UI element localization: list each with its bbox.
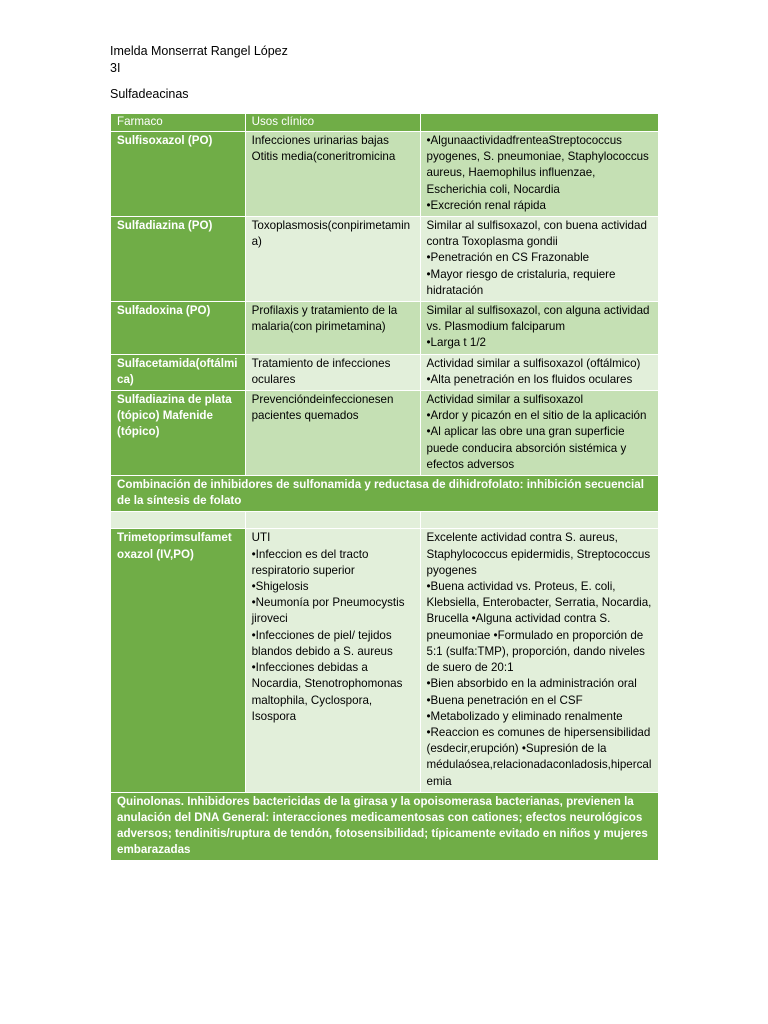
drug-name: Sulfadiazina (PO) bbox=[111, 217, 246, 302]
use-line: •Infecciones de piel/ tejidos blandos debido a S. aureus bbox=[251, 628, 393, 658]
clinical-uses bbox=[245, 354, 420, 390]
note-line: •Mayor riesgo de cristaluria, requiere hidratación bbox=[426, 267, 616, 297]
note-line: •Buena actividad vs. Proteus, E. coli, Klebsiella, Enterobacter, Serratia, Nocardia, Brucella •Alguna actividad contra S. pneumoniae •Formulado en proporción de 5:1 (sulfa:TMP), proporción, dando niveles de suero de 20:1 bbox=[426, 580, 652, 675]
column-header-farmaco: Farmaco bbox=[111, 114, 246, 132]
note-line: Excelente actividad contra S. aureus, Staphylococcus epidermidis, Streptococcus pyogenes bbox=[426, 531, 651, 577]
column-header-usos: Usos clínico bbox=[245, 114, 420, 132]
drug-notes bbox=[420, 132, 659, 217]
drug-notes bbox=[420, 354, 659, 390]
column-header-notes bbox=[420, 114, 659, 132]
note-line: •AlgunaactividadfrenteaStreptococcus pyogenes, S. pneumoniae, Staphylococcus aureus, Haemophilus influenzae, Escherichia coli, Nocardia bbox=[426, 134, 649, 196]
section-heading: Quinolonas. Inhibidores bactericidas de la girasa y la opoisomerasa bacterianas, previenen la anulación del DNA General: interacciones medicamentosas con cationes; efectos neurológicos adversos; tendinitis/ruptura de tendón, fotosensibilidad; típicamente evitado en niños y mujeres embarazadas bbox=[111, 792, 659, 860]
use-line: •Neumonía por Pneumocystis jiroveci bbox=[251, 596, 405, 626]
spacer-row bbox=[111, 512, 659, 529]
drug-notes bbox=[420, 217, 659, 302]
table-row bbox=[111, 132, 659, 217]
table-row bbox=[111, 354, 659, 390]
document-title: Sulfadeacinas bbox=[110, 87, 189, 101]
table-row bbox=[111, 302, 659, 355]
clinical-uses bbox=[245, 132, 420, 217]
clinical-uses bbox=[245, 529, 420, 792]
section-heading: Combinación de inhibidores de sulfonamida y reductasa de dihidrofolato: inhibición secuencial de la síntesis de folato bbox=[111, 476, 659, 512]
use-line: Prevencióndeinfeccionesen pacientes quemados bbox=[251, 393, 394, 423]
use-line: •Shigelosis bbox=[251, 580, 309, 594]
table-row bbox=[111, 217, 659, 302]
drug-name: Trimetoprimsulfametoxazol (IV,PO) bbox=[111, 529, 246, 792]
section-row-combination bbox=[111, 476, 659, 512]
drug-name: Sulfadoxina (PO) bbox=[111, 302, 246, 355]
note-line: Actividad similar a sulfisoxazol bbox=[426, 393, 584, 407]
table-row bbox=[111, 529, 659, 792]
note-line: •Larga t 1/2 bbox=[426, 336, 486, 350]
use-line: Toxoplasmosis(conpirimetamina) bbox=[251, 219, 411, 249]
drug-notes bbox=[420, 302, 659, 355]
note-line: Similar al sulfisoxazol, con buena actividad contra Toxoplasma gondii bbox=[426, 219, 647, 249]
drug-table bbox=[110, 113, 659, 861]
empty-cell bbox=[111, 512, 246, 529]
use-line: Infecciones urinarias bajas bbox=[251, 134, 389, 147]
note-line: Similar al sulfisoxazol, con alguna actividad vs. Plasmodium falciparum bbox=[426, 304, 650, 334]
drug-notes bbox=[420, 391, 659, 476]
table-header-row bbox=[111, 114, 659, 132]
note-line: •Metabolizado y eliminado renalmente •Reaccion es comunes de hipersensibilidad (esdecir,erupción) •Supresión de la médulaósea,relacionadaconladosis,hipercalemia bbox=[426, 709, 652, 788]
drug-name: Sulfadiazina de plata (tópico) Mafenide (tópico) bbox=[111, 391, 246, 476]
empty-cell bbox=[245, 512, 420, 529]
drug-name: Sulfisoxazol (PO) bbox=[111, 132, 246, 217]
clinical-uses bbox=[245, 217, 420, 302]
clinical-uses bbox=[245, 391, 420, 476]
note-line: Actividad similar a sulfisoxazol (oftálmico) •Alta penetración en los fluidos oculares bbox=[426, 356, 641, 386]
note-line: •Al aplicar las obre una gran superficie puede conducira absorción sistémica y efectos adversos bbox=[426, 425, 627, 471]
section-row-quinolones bbox=[111, 792, 659, 860]
drug-name: Sulfacetamida(oftálmica) bbox=[111, 354, 246, 390]
use-line: Otitis media(coneritromicina bbox=[251, 150, 396, 164]
use-line: Tratamiento de infecciones oculares bbox=[251, 356, 391, 386]
table-row bbox=[111, 391, 659, 476]
use-line: •Infecciones debidas a Nocardia, Stenotrophomonas maltophila, Cyclospora, Isospora bbox=[251, 661, 403, 723]
clinical-uses bbox=[245, 302, 420, 355]
group-label: 3I bbox=[110, 61, 121, 75]
document-header bbox=[110, 43, 288, 103]
drug-notes bbox=[420, 529, 659, 792]
use-line: Profilaxis y tratamiento de la malaria(con pirimetamina) bbox=[251, 304, 398, 334]
use-line: UTI bbox=[251, 531, 271, 545]
note-line: •Ardor y picazón en el sitio de la aplicación bbox=[426, 409, 647, 423]
note-line: •Penetración en CS Frazonable bbox=[426, 251, 590, 265]
note-line: •Excreción renal rápida bbox=[426, 198, 546, 212]
author-name: Imelda Monserrat Rangel López bbox=[110, 44, 288, 58]
note-line: •Bien absorbido en la administración oral •Buena penetración en el CSF bbox=[426, 677, 637, 707]
use-line: •Infeccion es del tracto respiratorio superior bbox=[251, 547, 369, 577]
empty-cell bbox=[420, 512, 659, 529]
